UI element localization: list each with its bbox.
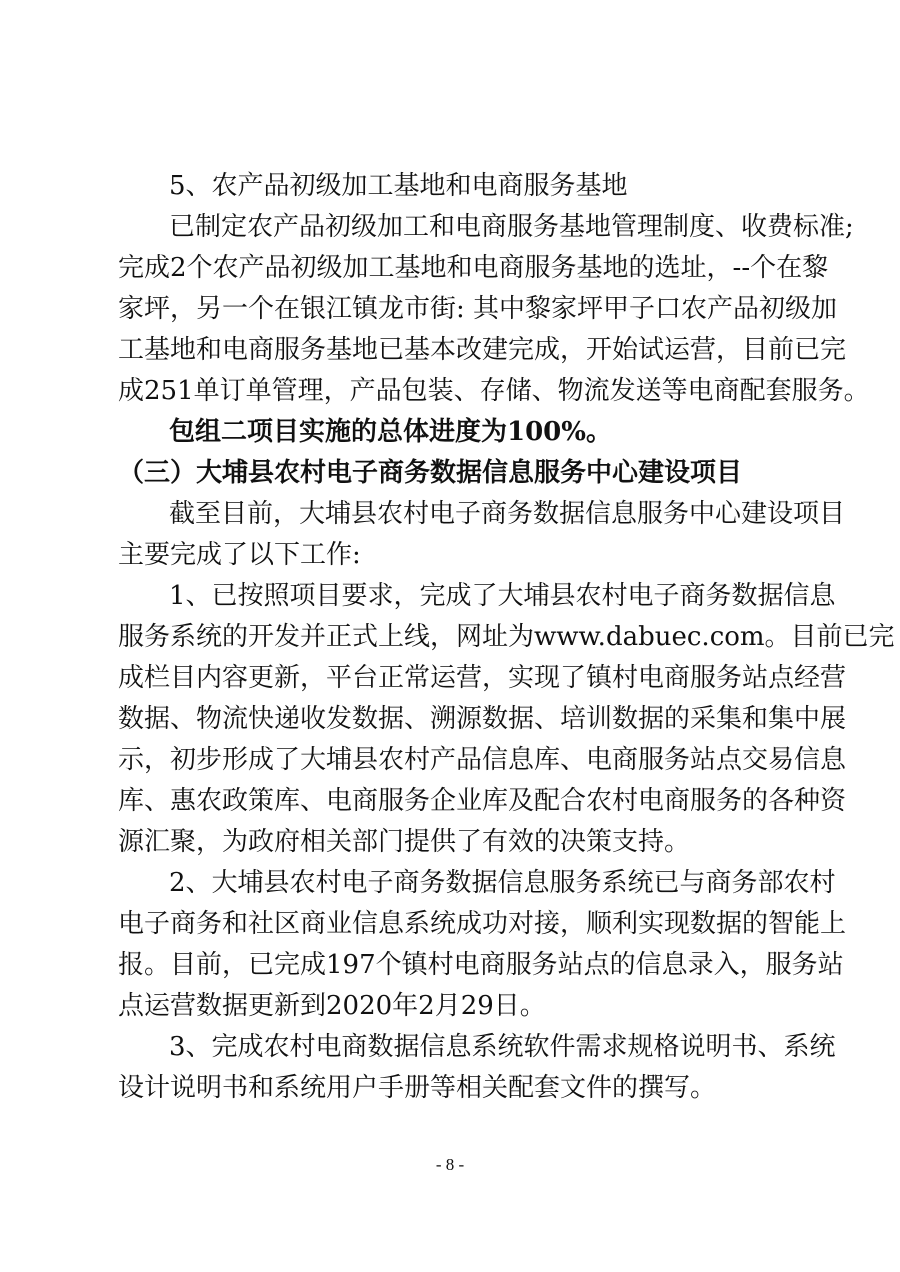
item3-line-1: 3、完成农村电商数据信息系统软件需求规格说明书、系统: [169, 1032, 836, 1062]
section5-body-line-4: 工基地和电商服务基地已基本改建完成，开始试运营，目前已完: [118, 335, 847, 365]
item1-line-4: 数据、物流快递收发数据、溯源数据、培训数据的采集和集中展: [118, 704, 847, 734]
item1-line-2: 服务系统的开发并正式上线，网址为www.dabuec.com。目前已完: [118, 622, 895, 652]
item2-line-2: 电子商务和社区商业信息系统成功对接，顺利实现数据的智能上: [118, 909, 847, 939]
section5-body-line-2: 完成2个农产品初级加工基地和电商服务基地的选址，--个在黎: [118, 253, 829, 283]
item1-line-6: 库、惠农政策库、电商服务企业库及配合农村电商服务的各种资: [118, 786, 847, 816]
section3-title: （三）大埔县农村电子商务数据信息服务中心建设项目: [118, 458, 743, 488]
item1-line-3: 成栏目内容更新，平台正常运营，实现了镇村电商服务站点经营: [118, 663, 847, 693]
section5-body-line-3: 家坪，另一个在银江镇龙市街: 其中黎家坪甲子口农产品初级加: [118, 294, 838, 324]
section5-title: 5、农产品初级加工基地和电商服务基地: [169, 171, 628, 201]
item3-line-2: 设计说明书和系统用户手册等相关配套文件的撰写。: [118, 1073, 717, 1103]
section5-body-line-1: 已制定农产品初级加工和电商服务基地管理制度、收费标准;: [169, 212, 854, 242]
progress-statement: 包组二项目实施的总体进度为100%。: [169, 417, 612, 447]
item1-line-5: 示，初步形成了大埔县农村产品信息库、电商服务站点交易信息: [118, 745, 847, 775]
page-number: - 8 -: [435, 1155, 465, 1174]
section5-body-line-5: 成251单订单管理，产品包装、存储、物流发送等电商配套服务。: [118, 376, 870, 406]
item2-line-4: 点运营数据更新到2020年2月29日。: [118, 991, 546, 1021]
item1-line-1: 1、已按照项目要求，完成了大埔县农村电子商务数据信息: [169, 581, 836, 611]
intro-line-1: 截至目前，大埔县农村电子商务数据信息服务中心建设项目: [169, 499, 846, 529]
item1-line-7: 源汇聚，为政府相关部门提供了有效的决策支持。: [118, 827, 691, 857]
intro-line-2: 主要完成了以下工作:: [118, 540, 361, 570]
item2-line-3: 报。目前，已完成197个镇村电商服务站点的信息录入，服务站: [118, 950, 844, 980]
item2-line-1: 2、大埔县农村电子商务数据信息服务系统已与商务部农村: [169, 868, 836, 898]
